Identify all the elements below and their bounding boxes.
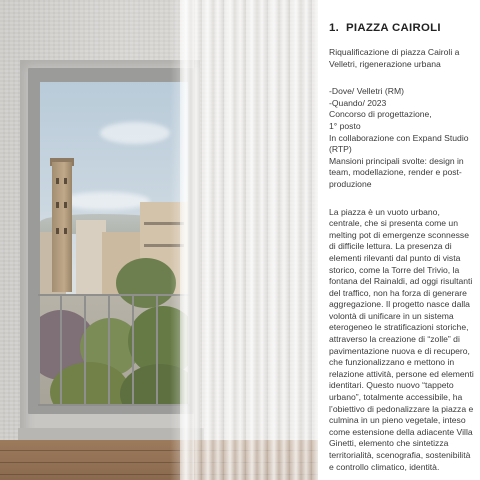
torre-del-trivio (52, 162, 72, 292)
meta-date: -Quando/ 2023 (329, 97, 387, 108)
tower-window (56, 202, 59, 208)
railing-bottom (38, 404, 190, 406)
project-meta (329, 86, 474, 190)
project-description-column (329, 22, 474, 473)
tower-window (56, 228, 59, 234)
project-title: PIAZZA CAIROLI (346, 22, 441, 34)
railing-bar (132, 296, 134, 404)
meta-placement: 1° posto (329, 120, 361, 131)
tower-window (64, 202, 67, 208)
tower-window (64, 178, 67, 184)
tower-window (56, 178, 59, 184)
railing-bar (156, 296, 158, 404)
project-number: 1. (329, 22, 340, 34)
meta-roles: Mansioni principali svolte: design in team, modellazione, render e post-produzione (329, 155, 464, 189)
meta-location: -Dove/ Velletri (RM) (329, 86, 404, 97)
window-view (40, 82, 188, 406)
project-description: La piazza è un vuoto urbano, centrale, che si presenta come un melting pot di emergenze sconnesse di difficile lettura. La presenza di elementi rilevanti dal punto di vista storico, come la Torre del Trivio, la fontana del Rainaldi, ad oggi risultanti del traffico, non ha forza di generare aggregazione. Il progetto nasce dalla volontà di unificare in un sistema eterogeneo le stratificazioni storiche, attraverso la creazione di “zolle” di pavimentazione nuova e di recupero, che funzionalizzano e mettono in relazione attività, persone ed elementi identitari. Questo nuovo “tappeto urbano”, totalmente accessibile, ha l’obiettivo di pedonalizzare la piazza e culmina in un pieno vegetale, inteso come estensione della adiacente Villa Ginetti, elemento che sintetizza territorialità, scenografia, sostenibilità e controllo climatico, identità. (329, 206, 474, 472)
meta-competition: Concorso di progettazione, (329, 109, 432, 120)
meta-collaboration: In collaborazione con Expand Studio (RTP) (329, 132, 469, 155)
project-heading (329, 22, 474, 34)
railing-bar (108, 296, 110, 404)
railing-bar (84, 296, 86, 404)
tree (116, 258, 176, 308)
project-subtitle: Riqualificazione di piazza Cairoli a Velletri, rigenerazione urbana (329, 47, 460, 69)
cloud (60, 192, 150, 210)
tower-window (64, 228, 67, 234)
sheer-curtain (180, 0, 318, 480)
railing-bar (60, 296, 62, 404)
cloud (100, 122, 170, 144)
